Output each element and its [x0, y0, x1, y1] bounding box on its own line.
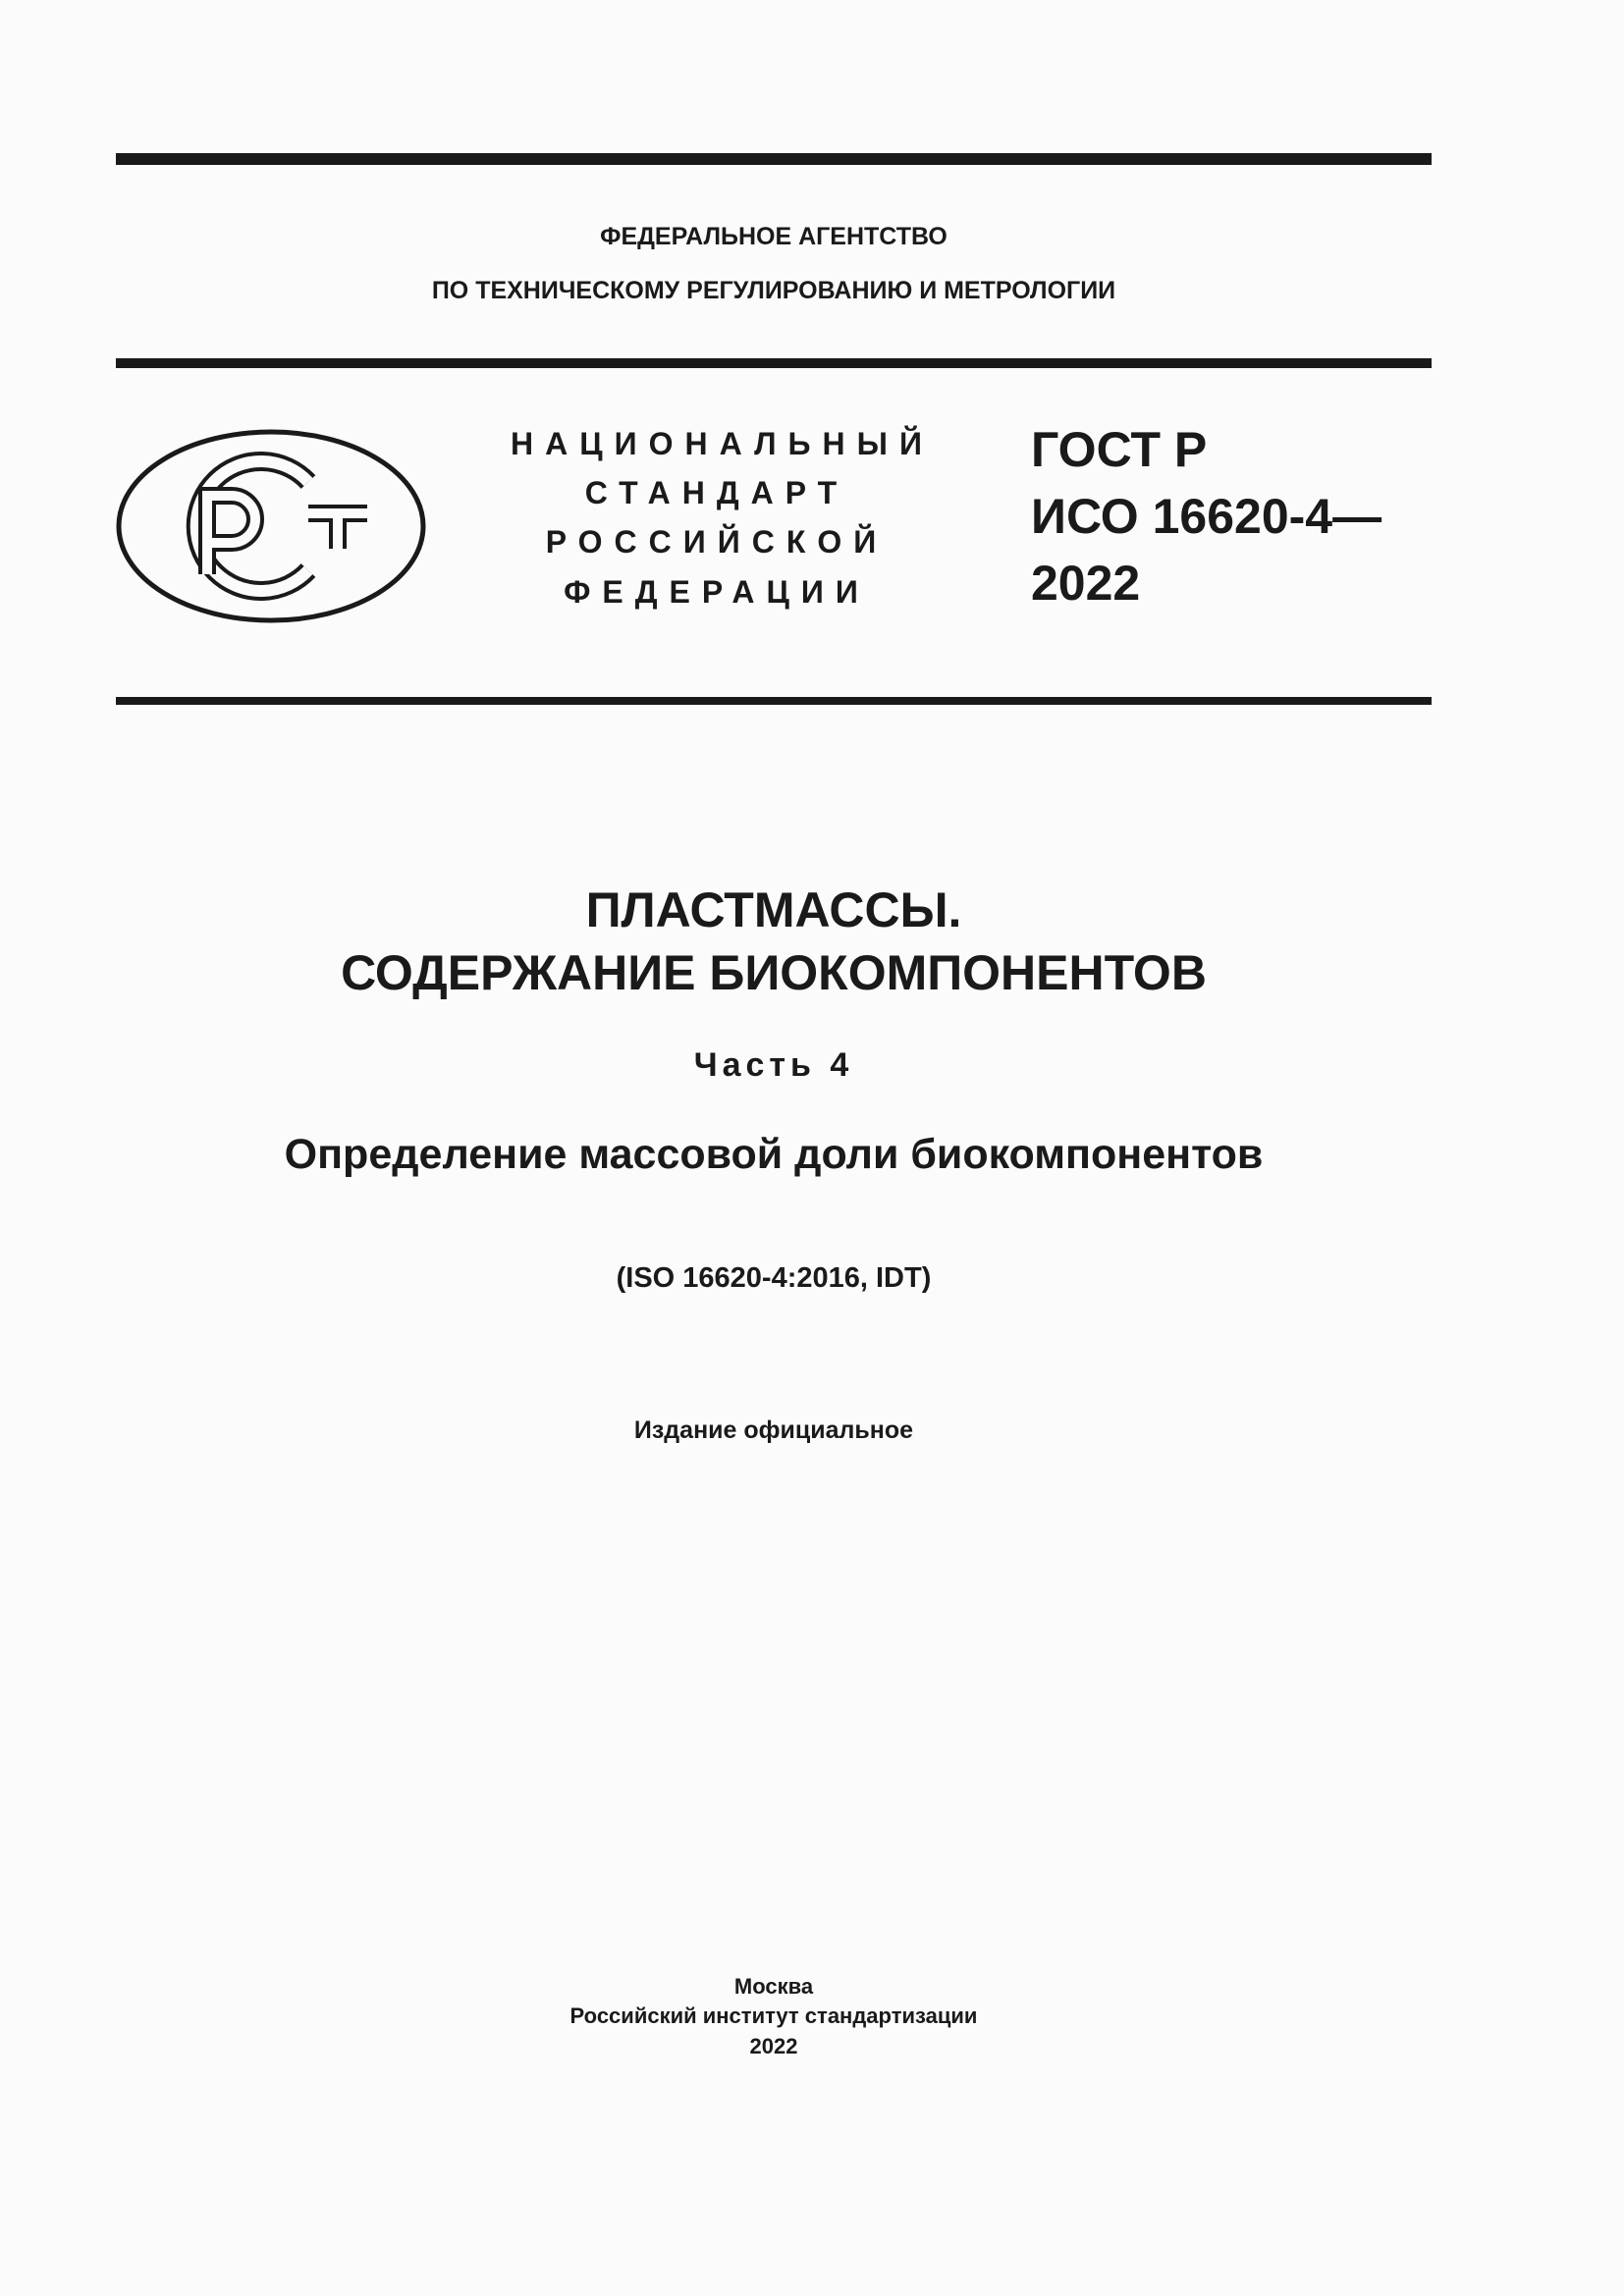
document-title-line-1: ПЛАСТМАССЫ.: [585, 882, 962, 937]
rst-logo: [116, 429, 426, 623]
top-rule: [116, 153, 1432, 165]
national-standard-line-4: ФЕДЕРАЦИИ: [564, 574, 870, 610]
imprint-publisher: Российский институт стандартизации: [569, 2003, 978, 2028]
national-standard-line-2: СТАНДАРТ: [584, 475, 849, 510]
designation-line-2: ИСО 16620-4—: [1031, 489, 1382, 544]
designation-line-1: ГОСТ Р: [1031, 422, 1208, 477]
imprint-year: 2022: [749, 2034, 798, 2058]
document-subtitle: Определение массовой доли биокомпонентов: [284, 1131, 1264, 1178]
imprint-city: Москва: [733, 1974, 814, 1999]
agency-line-1: ФЕДЕРАЛЬНОЕ АГЕНТСТВО: [600, 223, 947, 250]
rst-mark-icon: [116, 429, 426, 623]
document-title-line-2: СОДЕРЖАНИЕ БИОКОМПОНЕНТОВ: [341, 945, 1207, 1000]
designation-line-3: 2022: [1031, 556, 1141, 611]
edition-label: Издание официальное: [633, 1416, 914, 1444]
national-standard-line-3: РОССИЙСКОЙ: [545, 524, 889, 560]
middle-rule: [116, 358, 1432, 368]
national-standard-line-1: НАЦИОНАЛЬНЫЙ: [511, 426, 934, 461]
bottom-rule: [116, 697, 1432, 705]
iso-reference: (ISO 16620-4:2016, IDT): [616, 1262, 932, 1294]
part-number: Часть 4: [693, 1046, 854, 1084]
agency-line-2: ПО ТЕХНИЧЕСКОМУ РЕГУЛИРОВАНИЮ И МЕТРОЛОГИИ: [431, 277, 1116, 304]
